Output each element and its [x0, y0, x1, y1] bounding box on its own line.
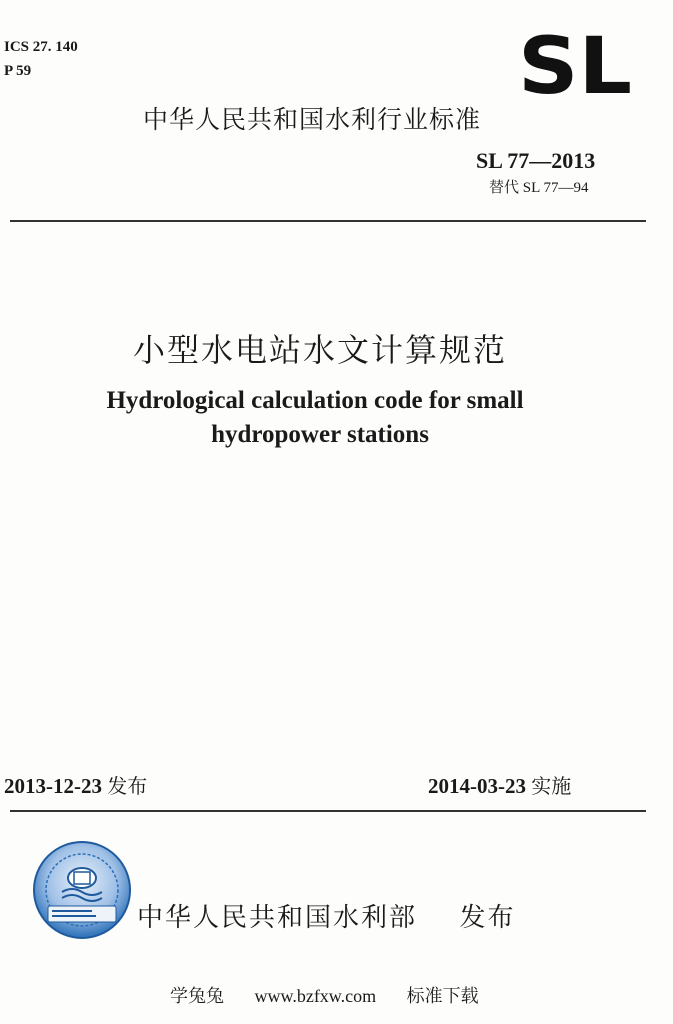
footer-tagline: 标准下载 — [406, 986, 479, 1006]
ics-codes — [4, 35, 78, 83]
issue-label: 发布 — [107, 774, 148, 798]
bottom-divider — [10, 810, 646, 812]
issue-date: 2013-12-23 — [4, 774, 102, 798]
implement-date-block — [428, 770, 571, 799]
standard-number: SL 77—2013 — [476, 148, 596, 173]
ministry-seal-icon — [32, 840, 132, 940]
footer — [170, 982, 505, 1008]
logo-text: SL — [518, 33, 632, 99]
issuer-name: 中华人民共和国水利部 — [137, 903, 418, 933]
title-english-line2: hydropower stations — [211, 421, 429, 448]
industry-standard-title: 中华人民共和国水利行业标准 — [143, 105, 482, 134]
issue-date-block — [4, 770, 147, 799]
top-divider — [10, 220, 646, 222]
ics-code: ICS 27. 140 — [4, 39, 78, 55]
sl-logo — [516, 33, 634, 99]
replaces-standard: 替代 SL 77—94 — [489, 180, 589, 196]
footer-url[interactable]: www.bzfxw.com — [254, 986, 377, 1006]
issuer-block — [137, 897, 516, 934]
title-english-line1: Hydrological calculation code for small — [106, 387, 524, 414]
category-code: P 59 — [4, 63, 32, 79]
implement-label: 实施 — [531, 774, 572, 798]
issuer-action: 发布 — [459, 903, 516, 933]
implement-date: 2014-03-23 — [428, 774, 526, 798]
footer-site-name: 学兔兔 — [170, 986, 224, 1006]
title-chinese: 小型水电站水文计算规范 — [132, 331, 507, 369]
